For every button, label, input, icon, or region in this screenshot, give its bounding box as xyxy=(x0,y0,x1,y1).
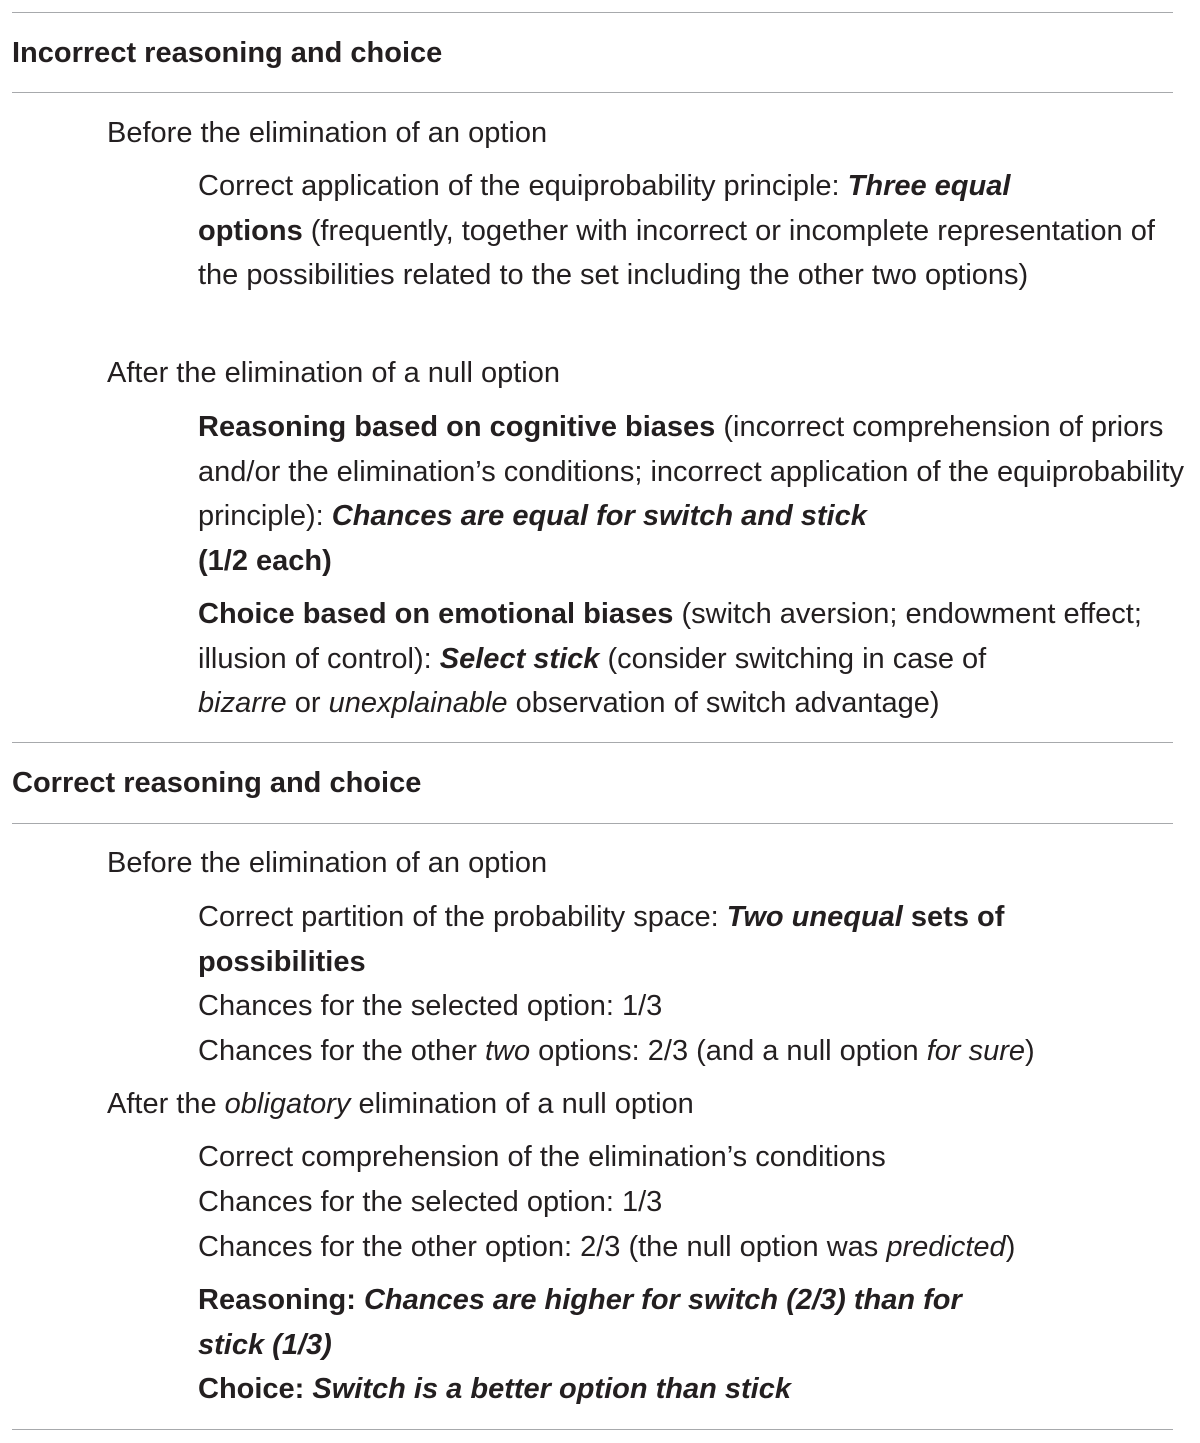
text: or xyxy=(286,687,329,719)
partition-paragraph xyxy=(198,895,1193,984)
top-rule xyxy=(12,12,1173,13)
emphasis: Choice based on emotional biases xyxy=(198,598,674,630)
reasoning-label: Reasoning: xyxy=(198,1284,364,1316)
text: (incorrect comprehension of priors and/or the elimination’s conditions; incorrect application of the equiprobability principle): xyxy=(198,411,1185,532)
text: Correct partition of the probability space: xyxy=(198,901,727,933)
choice-conclusion xyxy=(198,1367,791,1412)
emphasis: options xyxy=(198,214,303,247)
reasoning-conclusion xyxy=(198,1278,1193,1367)
emotional-biases-paragraph xyxy=(198,592,1193,726)
chances-other-line xyxy=(198,1225,1015,1270)
text: elimination of a null option xyxy=(350,1088,694,1120)
text: After the xyxy=(107,1088,225,1120)
subheading-before-elimination: Before the elimination of an option xyxy=(107,117,548,149)
comprehension-line: Correct comprehension of the elimination’s conditions xyxy=(198,1141,886,1173)
chances-selected-line: Chances for the selected option: 1/3 xyxy=(198,1186,663,1218)
text: observation of switch advantage) xyxy=(507,687,940,719)
emphasis: bizarre xyxy=(198,687,287,719)
emphasis: sets of xyxy=(902,901,1005,933)
emphasis: obligatory xyxy=(224,1088,351,1120)
text: (switch aversion; endowment effect; illusion of control): xyxy=(198,598,1142,675)
chances-other-line xyxy=(198,1029,1035,1074)
emphasis: stick (1/3) xyxy=(198,1328,332,1361)
text: (consider switching in case of xyxy=(599,642,987,675)
emphasis: predicted xyxy=(886,1231,1006,1263)
equiprobability-paragraph xyxy=(198,164,1193,298)
text: ) xyxy=(1005,1231,1016,1263)
section-rule-top-correct xyxy=(12,742,1173,743)
chances-selected-line: Chances for the selected option: 1/3 xyxy=(198,990,663,1022)
bottom-rule xyxy=(12,1429,1173,1430)
section-rule-correct xyxy=(12,823,1173,824)
emphasis: for sure xyxy=(926,1035,1026,1067)
section-title-incorrect: Incorrect reasoning and choice xyxy=(12,37,443,69)
emphasis: two xyxy=(484,1035,531,1067)
emphasis: Chances are equal for switch and stick xyxy=(331,500,867,532)
emphasis: possibilities xyxy=(198,945,366,978)
emphasis: Reasoning based on cognitive biases xyxy=(198,411,716,443)
cognitive-biases-paragraph xyxy=(198,405,1193,583)
emphasis: Chances are higher for switch (2/3) than for xyxy=(363,1284,962,1316)
emphasis: Switch is a better option than stick xyxy=(312,1373,791,1405)
emphasis: unexplainable xyxy=(328,687,508,719)
text: options: 2/3 (and a null option xyxy=(530,1035,927,1067)
emphasis: Three equal xyxy=(847,170,1011,202)
text: Chances for the other option: 2/3 (the null option was xyxy=(198,1231,887,1263)
text: Correct application of the equiprobability principle: xyxy=(198,170,848,202)
text: ) xyxy=(1025,1035,1035,1067)
subheading-after-elimination: After the elimination of a null option xyxy=(107,357,560,389)
emphasis: (1/2 each) xyxy=(198,544,332,577)
emphasis: Select stick xyxy=(439,642,600,675)
choice-label: Choice: xyxy=(198,1373,313,1405)
section-title-correct: Correct reasoning and choice xyxy=(12,767,422,799)
subheading-before-elimination: Before the elimination of an option xyxy=(107,847,548,879)
section-rule-incorrect xyxy=(12,92,1173,93)
text: Chances for the other xyxy=(198,1035,485,1067)
emphasis: Two unequal xyxy=(726,901,903,933)
subheading-after-obligatory-elimination xyxy=(107,1082,694,1126)
text: (frequently, together with incorrect or incomplete representation of the possibilities related to the set including the other two options) xyxy=(198,214,1155,291)
